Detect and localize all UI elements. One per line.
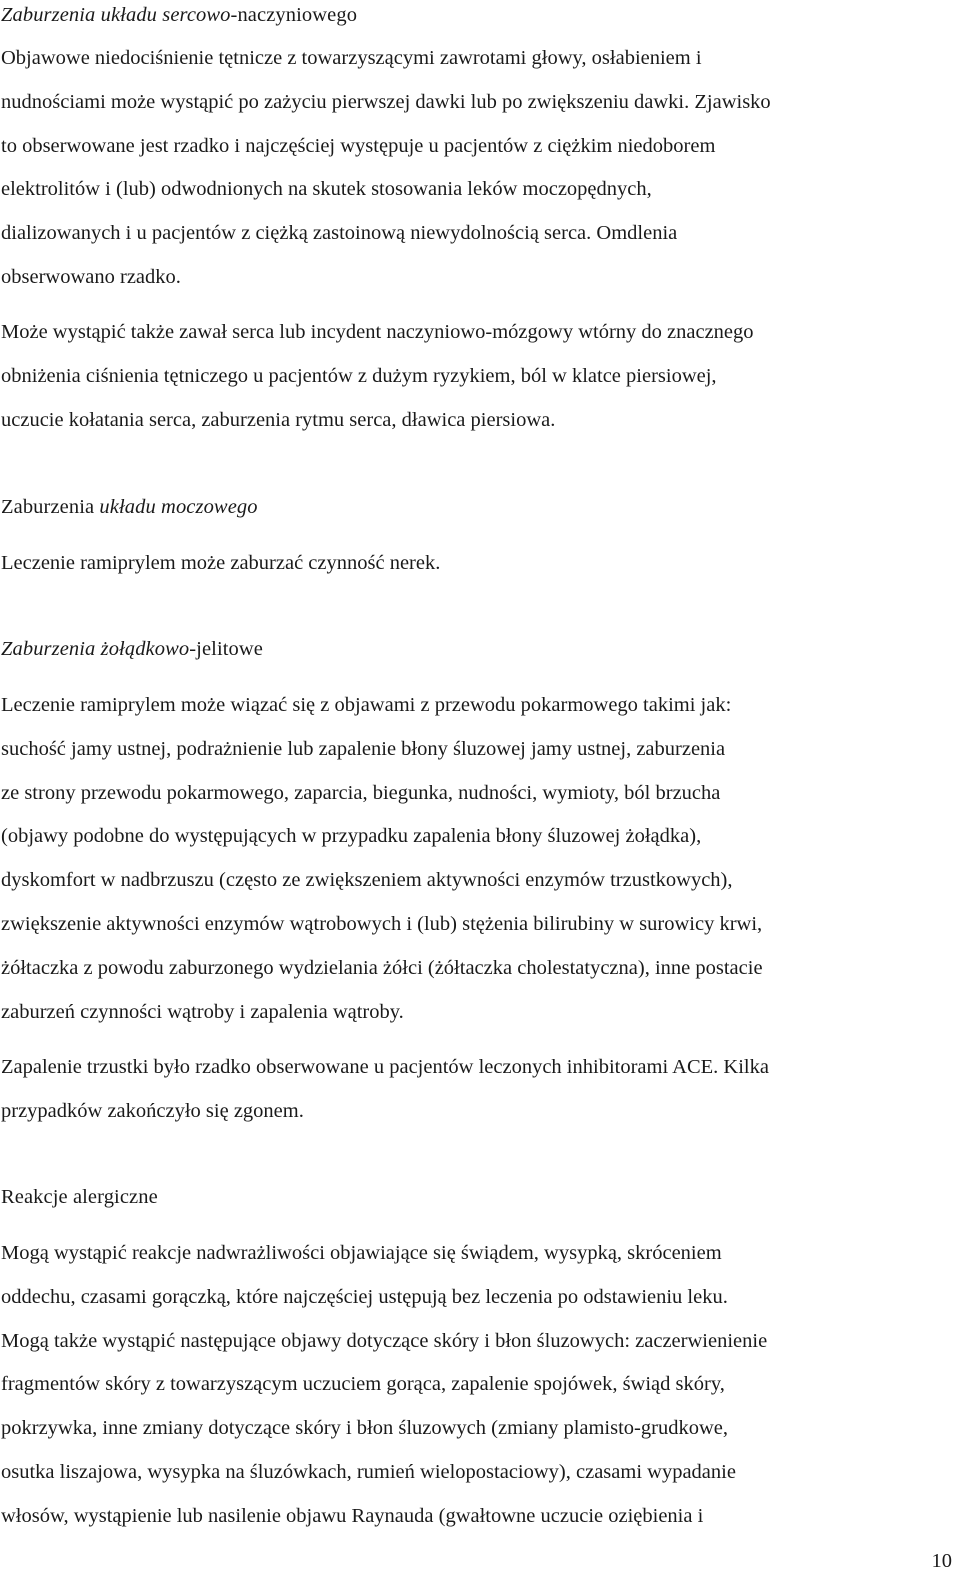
paragraph-line: Może wystąpić także zawał serca lub incydent naczyniowo-mózgowy wtórny do znacznego bbox=[1, 321, 754, 343]
paragraph-line: Leczenie ramiprylem może wiązać się z objawami z przewodu pokarmowego takimi jak: bbox=[1, 694, 732, 716]
paragraph-line: ze strony przewodu pokarmowego, zaparcia, biegunka, nudności, wymioty, ból brzucha bbox=[1, 782, 721, 804]
paragraph-line: Zapalenie trzustki było rzadko obserwowane u pacjentów leczonych inhibitorami ACE. Kilka bbox=[1, 1056, 769, 1078]
paragraph-line: przypadków zakończyło się zgonem. bbox=[1, 1100, 304, 1122]
section-heading bbox=[1, 1184, 158, 1210]
paragraph-line: Mogą wystąpić reakcje nadwrażliwości objawiające się świądem, wysypką, skróceniem bbox=[1, 1242, 722, 1264]
paragraph-line: obniżenia ciśnienia tętniczego u pacjentów z dużym ryzykiem, ból w klatce piersiowej, bbox=[1, 365, 717, 387]
paragraph-line: zwiększenie aktywności enzymów wątrobowych i (lub) stężenia bilirubiny w surowicy krwi, bbox=[1, 913, 763, 935]
paragraph-line: włosów, wystąpienie lub nasilenie objawu Raynauda (gwałtowne uczucie oziębienia i bbox=[1, 1505, 704, 1527]
paragraph-line: nudnościami może wystąpić po zażyciu pierwszej dawki lub po zwiększeniu dawki. Zjawisko bbox=[1, 91, 771, 113]
section-heading bbox=[1, 494, 258, 520]
paragraph-line: elektrolitów i (lub) odwodnionych na skutek stosowania leków moczopędnych, bbox=[1, 178, 652, 200]
section-heading bbox=[1, 2, 357, 28]
heading-normal-part: -jelitowe bbox=[189, 638, 263, 660]
paragraph-line: suchość jamy ustnej, podrażnienie lub zapalenie błony śluzowej jamy ustnej, zaburzenia bbox=[1, 738, 726, 760]
paragraph-line: Objawowe niedociśnienie tętnicze z towarzyszącymi zawrotami głowy, osłabieniem i bbox=[1, 47, 702, 69]
paragraph-line: dyskomfort w nadbrzuszu (często ze zwiększeniem aktywności enzymów trzustkowych), bbox=[1, 869, 733, 891]
paragraph-line: zaburzeń czynności wątroby i zapalenia wątroby. bbox=[1, 1001, 404, 1023]
paragraph-line: Mogą także wystąpić następujące objawy dotyczące skóry i błon śluzowych: zaczerwienienie bbox=[1, 1330, 768, 1352]
heading-normal-part: Reakcje alergiczne bbox=[1, 1186, 158, 1208]
paragraph-line: to obserwowane jest rzadko i najczęściej występuje u pacjentów z ciężkim niedoborem bbox=[1, 135, 716, 157]
paragraph-line: fragmentów skóry z towarzyszącym uczuciem gorąca, zapalenie spojówek, świąd skóry, bbox=[1, 1373, 725, 1395]
paragraph-line: pokrzywka, inne zmiany dotyczące skóry i błon śluzowych (zmiany plamisto-grudkowe, bbox=[1, 1417, 728, 1439]
paragraph-line: osutka liszajowa, wysypka na śluzówkach, rumień wielopostaciowy), czasami wypadanie bbox=[1, 1461, 736, 1483]
section-heading bbox=[1, 636, 263, 662]
paragraph-line: (objawy podobne do występujących w przypadku zapalenia błony śluzowej żołądka), bbox=[1, 825, 702, 847]
heading-normal-part: Zaburzenia bbox=[1, 496, 100, 518]
heading-italic-part: Zaburzenia żołądkowo bbox=[1, 638, 190, 660]
heading-normal-part: -naczyniowego bbox=[230, 4, 358, 26]
heading-italic-part: Zaburzenia układu sercowo bbox=[1, 4, 231, 26]
paragraph-line: oddechu, czasami gorączką, które najczęściej ustępują bez leczenia po odstawieniu leku. bbox=[1, 1286, 728, 1308]
paragraph-line: dializowanych i u pacjentów z ciężką zastoinową niewydolnością serca. Omdlenia bbox=[1, 222, 678, 244]
page-number: 10 bbox=[931, 1550, 952, 1572]
paragraph-line: Leczenie ramiprylem może zaburzać czynność nerek. bbox=[1, 552, 441, 574]
heading-italic-part: układu moczowego bbox=[99, 496, 258, 518]
paragraph-line: uczucie kołatania serca, zaburzenia rytmu serca, dławica piersiowa. bbox=[1, 409, 556, 431]
paragraph-line: obserwowano rzadko. bbox=[1, 266, 181, 288]
paragraph-line: żółtaczka z powodu zaburzonego wydzielania żółci (żółtaczka cholestatyczna), inne postacie bbox=[1, 957, 763, 979]
